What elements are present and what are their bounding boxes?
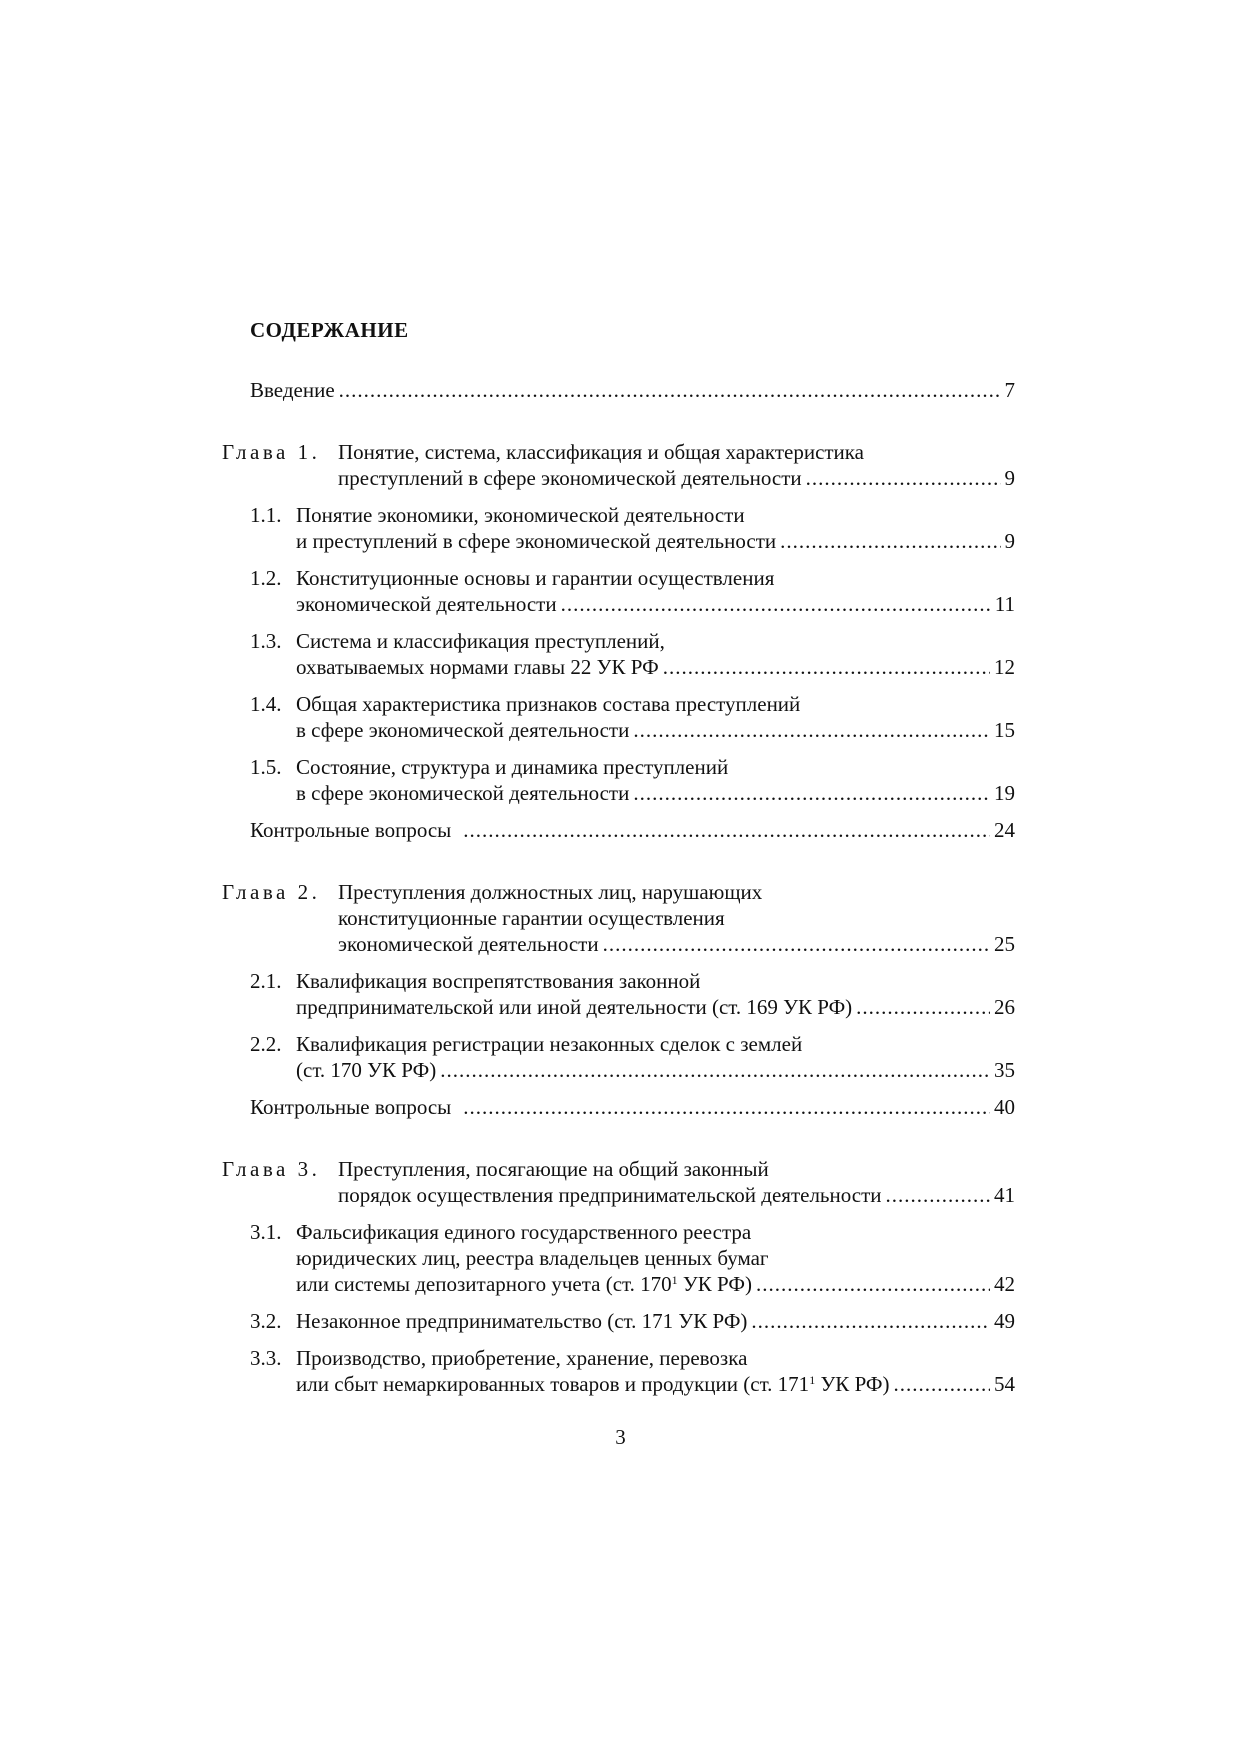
chapter-2-prefix: Глава 2. — [222, 880, 321, 904]
leader-dots — [440, 1057, 990, 1083]
section-title-line2: или сбыт немаркированных товаров и продукции (ст. $171^1$ УК РФ) ..... 54 — [296, 1371, 1015, 1397]
section-number: 1.4. — [250, 692, 282, 716]
toc-entry-questions: Контрольные вопросы ..... 40 — [250, 1094, 1015, 1120]
section-title-line2: и преступлений в сфере экономической деятельности ..... 9 — [296, 528, 1015, 554]
section-title-line1: Понятие экономики, экономической деятельности — [296, 503, 745, 527]
chapter-2-title-line3: экономической деятельности ..... 25 — [338, 931, 1015, 957]
superscript: 1 — [671, 1273, 678, 1287]
section-title-line1: Состояние, структура и динамика преступлений — [296, 755, 729, 779]
section-title-line1: Фальсификация единого государственного реестра — [296, 1220, 752, 1244]
section-title-line1: Конституционные основы и гарантии осуществления — [296, 566, 775, 590]
leader-dots — [886, 1182, 991, 1208]
chapter-3-title-line1: Преступления, посягающие на общий законный — [338, 1157, 769, 1181]
page-title: СОДЕРЖАНИЕ — [250, 318, 409, 342]
section-number: 2.1. — [250, 969, 282, 993]
section-title-line1: Незаконное предпринимательство (ст. 171 УК РФ) ..... 49 — [296, 1308, 1015, 1334]
section-number: 3.1. — [250, 1220, 282, 1244]
leader-dots — [603, 931, 990, 957]
section-number: 3.2. — [250, 1309, 282, 1333]
section-title-line2: в сфере экономической деятельности ..... 19 — [296, 780, 1015, 806]
section-title-line1: Квалификация воспрепятствования законной — [296, 969, 701, 993]
section-number: 3.3. — [250, 1346, 282, 1370]
page-number: 3 — [615, 1425, 626, 1449]
section-number: 1.3. — [250, 629, 282, 653]
superscript: 1 — [809, 1373, 816, 1387]
section-title-line2: предпринимательской или иной деятельности (ст. 169 УК РФ) ..... 26 — [296, 994, 1015, 1020]
section-number: 1.2. — [250, 566, 282, 590]
section-number: 1.1. — [250, 503, 282, 527]
leader-dots — [756, 1271, 990, 1297]
toc-entry-intro — [250, 377, 1015, 403]
leader-dots — [751, 1308, 990, 1334]
toc-entry-questions: Контрольные вопросы ..... 24 — [250, 817, 1015, 843]
section-title-line2: в сфере экономической деятельности ..... 15 — [296, 717, 1015, 743]
section-number: 1.5. — [250, 755, 282, 779]
section-title-line1: Система и классификация преступлений, — [296, 629, 665, 653]
leader-dots — [633, 780, 990, 806]
section-number: 2.2. — [250, 1032, 282, 1056]
section-title-line1: Общая характеристика признаков состава преступлений — [296, 692, 801, 716]
toc-label: Введение — [250, 378, 335, 402]
chapter-1-prefix: Глава 1. — [222, 440, 321, 464]
leader-dots — [463, 1094, 990, 1120]
leader-dots — [633, 717, 990, 743]
chapter-1-title-line1: Понятие, система, классификация и общая характеристика — [338, 440, 865, 464]
chapter-3-title-line2: порядок осуществления предпринимательской деятельности ..... 41 — [338, 1182, 1015, 1208]
leader-dots — [663, 654, 990, 680]
leader-dots — [780, 528, 1000, 554]
chapter-2-title-line2: конституционные гарантии осуществления — [338, 906, 725, 930]
section-title-line2: экономической деятельности ..... 11 — [296, 591, 1015, 617]
leader-dots — [561, 591, 991, 617]
toc-page: 7 — [1004, 378, 1015, 402]
section-title-line2: юридических лиц, реестра владельцев ценных бумаг — [296, 1246, 769, 1270]
chapter-1-title-line2: преступлений в сфере экономической деятельности ..... 9 — [338, 465, 1015, 491]
leader-dots — [339, 377, 1001, 403]
section-title-line2: охватываемых нормами главы 22 УК РФ ..... 12 — [296, 654, 1015, 680]
section-title-line1: Квалификация регистрации незаконных сделок с землей — [296, 1032, 803, 1056]
section-title-line1: Производство, приобретение, хранение, перевозка — [296, 1346, 748, 1370]
leader-dots — [856, 994, 990, 1020]
chapter-3-prefix: Глава 3. — [222, 1157, 321, 1181]
leader-dots — [893, 1371, 990, 1397]
section-title-line2: (ст. 170 УК РФ) ..... 35 — [296, 1057, 1015, 1083]
leader-dots — [806, 465, 1001, 491]
leader-dots — [463, 817, 990, 843]
section-title-line3: или системы депозитарного учета (ст. $170^1$ УК РФ) ..... 42 — [296, 1271, 1015, 1297]
chapter-2-title-line1: Преступления должностных лиц, нарушающих — [338, 880, 763, 904]
